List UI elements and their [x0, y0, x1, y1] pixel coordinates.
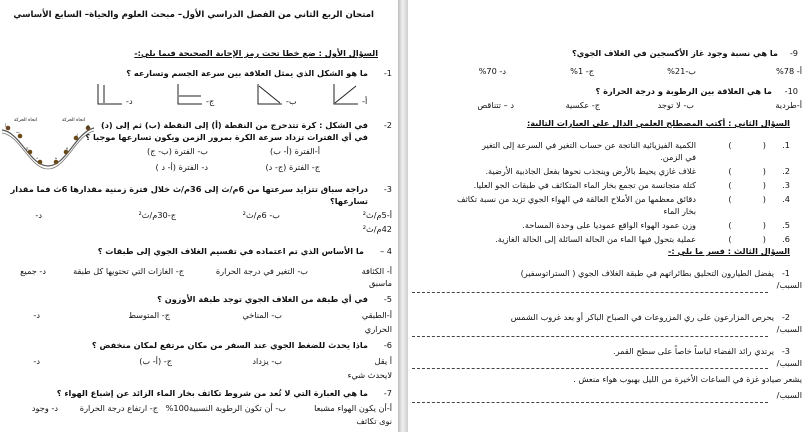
q9-option-c: ج- 1% [570, 66, 594, 76]
answer-line [412, 368, 768, 369]
q7-text: ما هي العبارة التي لا تُعد من شروط تكاثف بخار الماء الزائد عن إشباع الهواء ؟ [56, 388, 368, 398]
graph-decreasing-icon [256, 82, 284, 106]
q3-number: 3- [383, 184, 392, 194]
diagram-label-right: اتجاه الحركة [62, 118, 86, 123]
q1-text: ما هو الشكل الذي يمثل العلاقة بين سرعة الجسم وتسارعه ؟ [126, 68, 368, 78]
q10-option-a: أ-طردية [775, 100, 802, 110]
q3-option-a: أ-5م/ث² [362, 210, 392, 220]
q1-number: 1- [383, 68, 392, 78]
q3-option-b: ب- 6م/ث² [242, 210, 280, 220]
diagram-point-1: أ [5, 123, 7, 128]
term-6-paren: ( ) [728, 234, 766, 244]
q7-option-d: د- وجود [31, 403, 58, 413]
ball-marker-4 [38, 160, 43, 165]
q4-text: ما الأساس الذي تم اعتماده في تقسيم الغلاف الجوي إلى طبقات ؟ [97, 246, 364, 256]
q2-number: 2- [383, 120, 392, 130]
q6-option-a: أ يقل [374, 356, 392, 366]
q1-option-c: ج- [206, 96, 215, 106]
exam-title: امتحان الربع الثاني من الفصل الدراسي الأول– مبحث العلوم والحياة– السابع الأساسي [13, 10, 374, 20]
q7-option-b: ب- أن تكون الرطوبة النسبية100% [165, 403, 286, 413]
diagram-point-3: ج [26, 145, 29, 150]
q6-option-d: د- [33, 356, 40, 366]
q3-option-d: د- [35, 210, 42, 220]
q2-option-a: أ-الفترة (أ- ب) [270, 146, 320, 156]
term-5-paren: ( ) [728, 220, 766, 230]
q2-option-b: ب- الفترة (ب- ج) [147, 146, 208, 156]
q6-option-b: ب- يزداد [252, 356, 282, 366]
term-3-number: 3. [782, 180, 790, 190]
term-5-text: وزن عمود الهواء الواقع عموديا على وحدة المساحة. [522, 220, 696, 230]
diagram-point-5: ه [55, 155, 58, 160]
term-2-paren: ( ) [728, 166, 766, 176]
q4-number: 4 – [380, 246, 392, 256]
answer-line [412, 336, 768, 337]
term-4-paren: ( ) [728, 194, 766, 204]
q5-option-a: أ-الطبقي [361, 310, 392, 320]
diagram-point-6: و [66, 145, 68, 150]
explain-2-text: يحرص المزارعون على ري المزروعات في الصباح الباكر أو بعد غروب الشمس [510, 312, 774, 322]
q5-option-d: د- [33, 310, 40, 320]
section-3-heading: السؤال الثالث : فسر ما يلي :- [668, 246, 790, 256]
q6-option-c: ج- (أ- ب) [139, 356, 172, 366]
exam-page-right [408, 0, 806, 432]
q3-text: دراجة سباق تتزايد سرعتها من 6م/ث إلى 36م/ث خلال فترة زمنية مقدارها 6ث فما مقدار [10, 184, 368, 194]
q5-option-b: ب- المناخي [242, 310, 282, 320]
q5-option-c: ج- المتوسط [128, 310, 170, 320]
q4-option-a: أ- الكثافة [361, 266, 392, 276]
ball-marker-2 [18, 134, 23, 139]
term-1-text-2: في الزمن. [660, 152, 696, 162]
term-6-text: عملية بتحول فيها الماء من الحالة السائلة إلى الحالة الغازية. [495, 234, 696, 244]
explain-1-reason-label: السبب/ [776, 280, 802, 290]
ball-marker-1 [5, 123, 11, 131]
term-1-paren: ( ) [728, 140, 766, 150]
q5-number: 5- [383, 294, 392, 304]
q3-option-d-value: 42م/ث² [362, 224, 392, 234]
explain-4-text: يشعر صيادو غزة في الساعات الأخيرة من الليل بهبوب هواء منعش . [573, 374, 802, 384]
q3-text-2: تسارعها؟ [329, 196, 368, 206]
q4-option-d-value: ماسبق [368, 278, 392, 288]
q9-option-a: أ- 78% [775, 66, 802, 76]
diagram-point-2: ب [16, 129, 20, 134]
ball-marker-3 [28, 150, 33, 155]
exam-page-left [0, 0, 398, 432]
page-gutter [398, 0, 408, 432]
q10-number: 10- [784, 86, 798, 96]
explain-3-number: 3- [781, 346, 790, 356]
q9-text: ما هي نسبة وجود غاز الأكسجين في الغلاف الجوي؟ [572, 48, 778, 58]
term-2-text: غلاف غازي يحيط بالأرض وينجذب نحوها بفعل الجاذبية الأرضية. [485, 166, 696, 176]
q9-option-d: د- 70% [478, 66, 506, 76]
term-4-text-2: بخار الماء [663, 206, 696, 216]
diagram-label-left: اتجاه الحركة [14, 118, 38, 123]
q10-option-c: ج- عكسية [565, 100, 600, 110]
q5-text: في أي طبقة من الغلاف الجوي توجد طبقة الأوزون ؟ [157, 294, 368, 304]
graph-vertical-icon [96, 82, 124, 106]
term-6-number: 6. [782, 234, 790, 244]
explain-1-text: يفضل الطيارون التحليق بطائراتهم في طبقة الغلاف الجوي ( الستراتوسفير) [520, 268, 774, 278]
term-4-text: دقائق معظمها من الأملاح العالقة في الهواء الجوي تزيد من نسبة تكاثف [456, 194, 696, 204]
q4-option-b: ب- التغير في درجة الحرارة [215, 266, 308, 276]
ball-marker-7 [74, 136, 79, 141]
explain-3-reason-label: السبب/ [776, 358, 802, 368]
term-2-number: 2. [782, 166, 790, 176]
explain-2-reason-label: السبب/ [776, 324, 802, 334]
graph-increasing-icon [332, 82, 360, 106]
graph-constant-icon [176, 82, 204, 106]
term-3-text: كتلة متجانسة من تجمع بخار الماء المتكاثف في طبقات الجو العليا. [473, 180, 696, 190]
q10-text: ما هي العلاقة بين الرطوبة و درجة الحرارة ؟ [595, 86, 772, 96]
q7-option-d-value: نوى تكاثف [356, 416, 392, 426]
q1-option-d: د- [126, 96, 133, 106]
explain-1-number: 1- [781, 268, 790, 278]
explain-3-text: يرتدي رائد الفضاء لباساً خاصاً على سطح القمر. [612, 346, 774, 356]
q7-option-a: أ-أن يكون الهواء مشبعا [314, 403, 392, 413]
q2-option-d: د- الفترة (أ- د ) [155, 162, 208, 172]
q9-option-b: ب-21% [667, 66, 696, 76]
q9-number: 9- [789, 48, 798, 58]
q1-option-b: ب- [286, 96, 297, 106]
q2-option-c: ج- الفترة (ج- د) [265, 162, 320, 172]
q7-option-c: ج- ارتفاع درجة الحرارة [79, 403, 158, 413]
q2-text: في الشكل : كرة تتدحرج من النقطة (أ) إلى النقطة (ب) ثم إلى (د) [100, 120, 368, 130]
term-1-text: الكمية الفيزيائية الناتجة عن حساب التغير في السرعة إلى التغير [481, 140, 696, 150]
explain-2-number: 2- [781, 312, 790, 322]
q10-option-d: د – تتناقص [477, 100, 514, 110]
q6-text: ماذا يحدث للضغط الجوي عند السفر من مكان مرتفع لمكان منخفض ؟ [91, 340, 368, 350]
answer-line [412, 402, 768, 403]
q6-number: 6- [383, 340, 392, 350]
ball-marker-5 [54, 160, 59, 165]
answer-line [412, 292, 768, 293]
term-5-number: 5. [782, 220, 790, 230]
q4-option-d: د- جميع [20, 266, 46, 276]
diagram-point-7: ز [76, 131, 78, 136]
explain-4-reason-label: السبب/ [776, 390, 802, 400]
q4-option-c: ج- الغازات التي تحتويها كل طبقة [73, 266, 184, 276]
section-2-heading: السؤال الثاني : أكتب المصطلح العلمي الدال على العبارات التالية: [526, 118, 790, 128]
q5-option-d-value: الحراري [364, 324, 392, 334]
q7-number: 7- [383, 388, 392, 398]
q2-text-2: في أي الفترات تزداد سرعة الكرة بمرور الزمن ويكون تسارعها موجبا ؟ [85, 132, 368, 142]
term-3-paren: ( ) [728, 180, 766, 190]
q6-option-d-value: لايحدث شيء [347, 370, 392, 380]
ball-marker-6 [64, 150, 69, 155]
q1-option-a: أ- [362, 96, 368, 106]
section-1-heading: السؤال الأول : ضع خطا تحت رمز الإجابة الصحيحة فيما يلي:- [134, 48, 378, 58]
term-1-number: 1. [782, 140, 790, 150]
q3-option-c: ج-30م/ث² [138, 210, 176, 220]
term-4-number: 4. [782, 194, 790, 204]
diagram-point-4: د [36, 155, 38, 160]
q10-option-b: ب- لا توجد [657, 100, 694, 110]
diagram-point-8: ح [87, 123, 90, 128]
